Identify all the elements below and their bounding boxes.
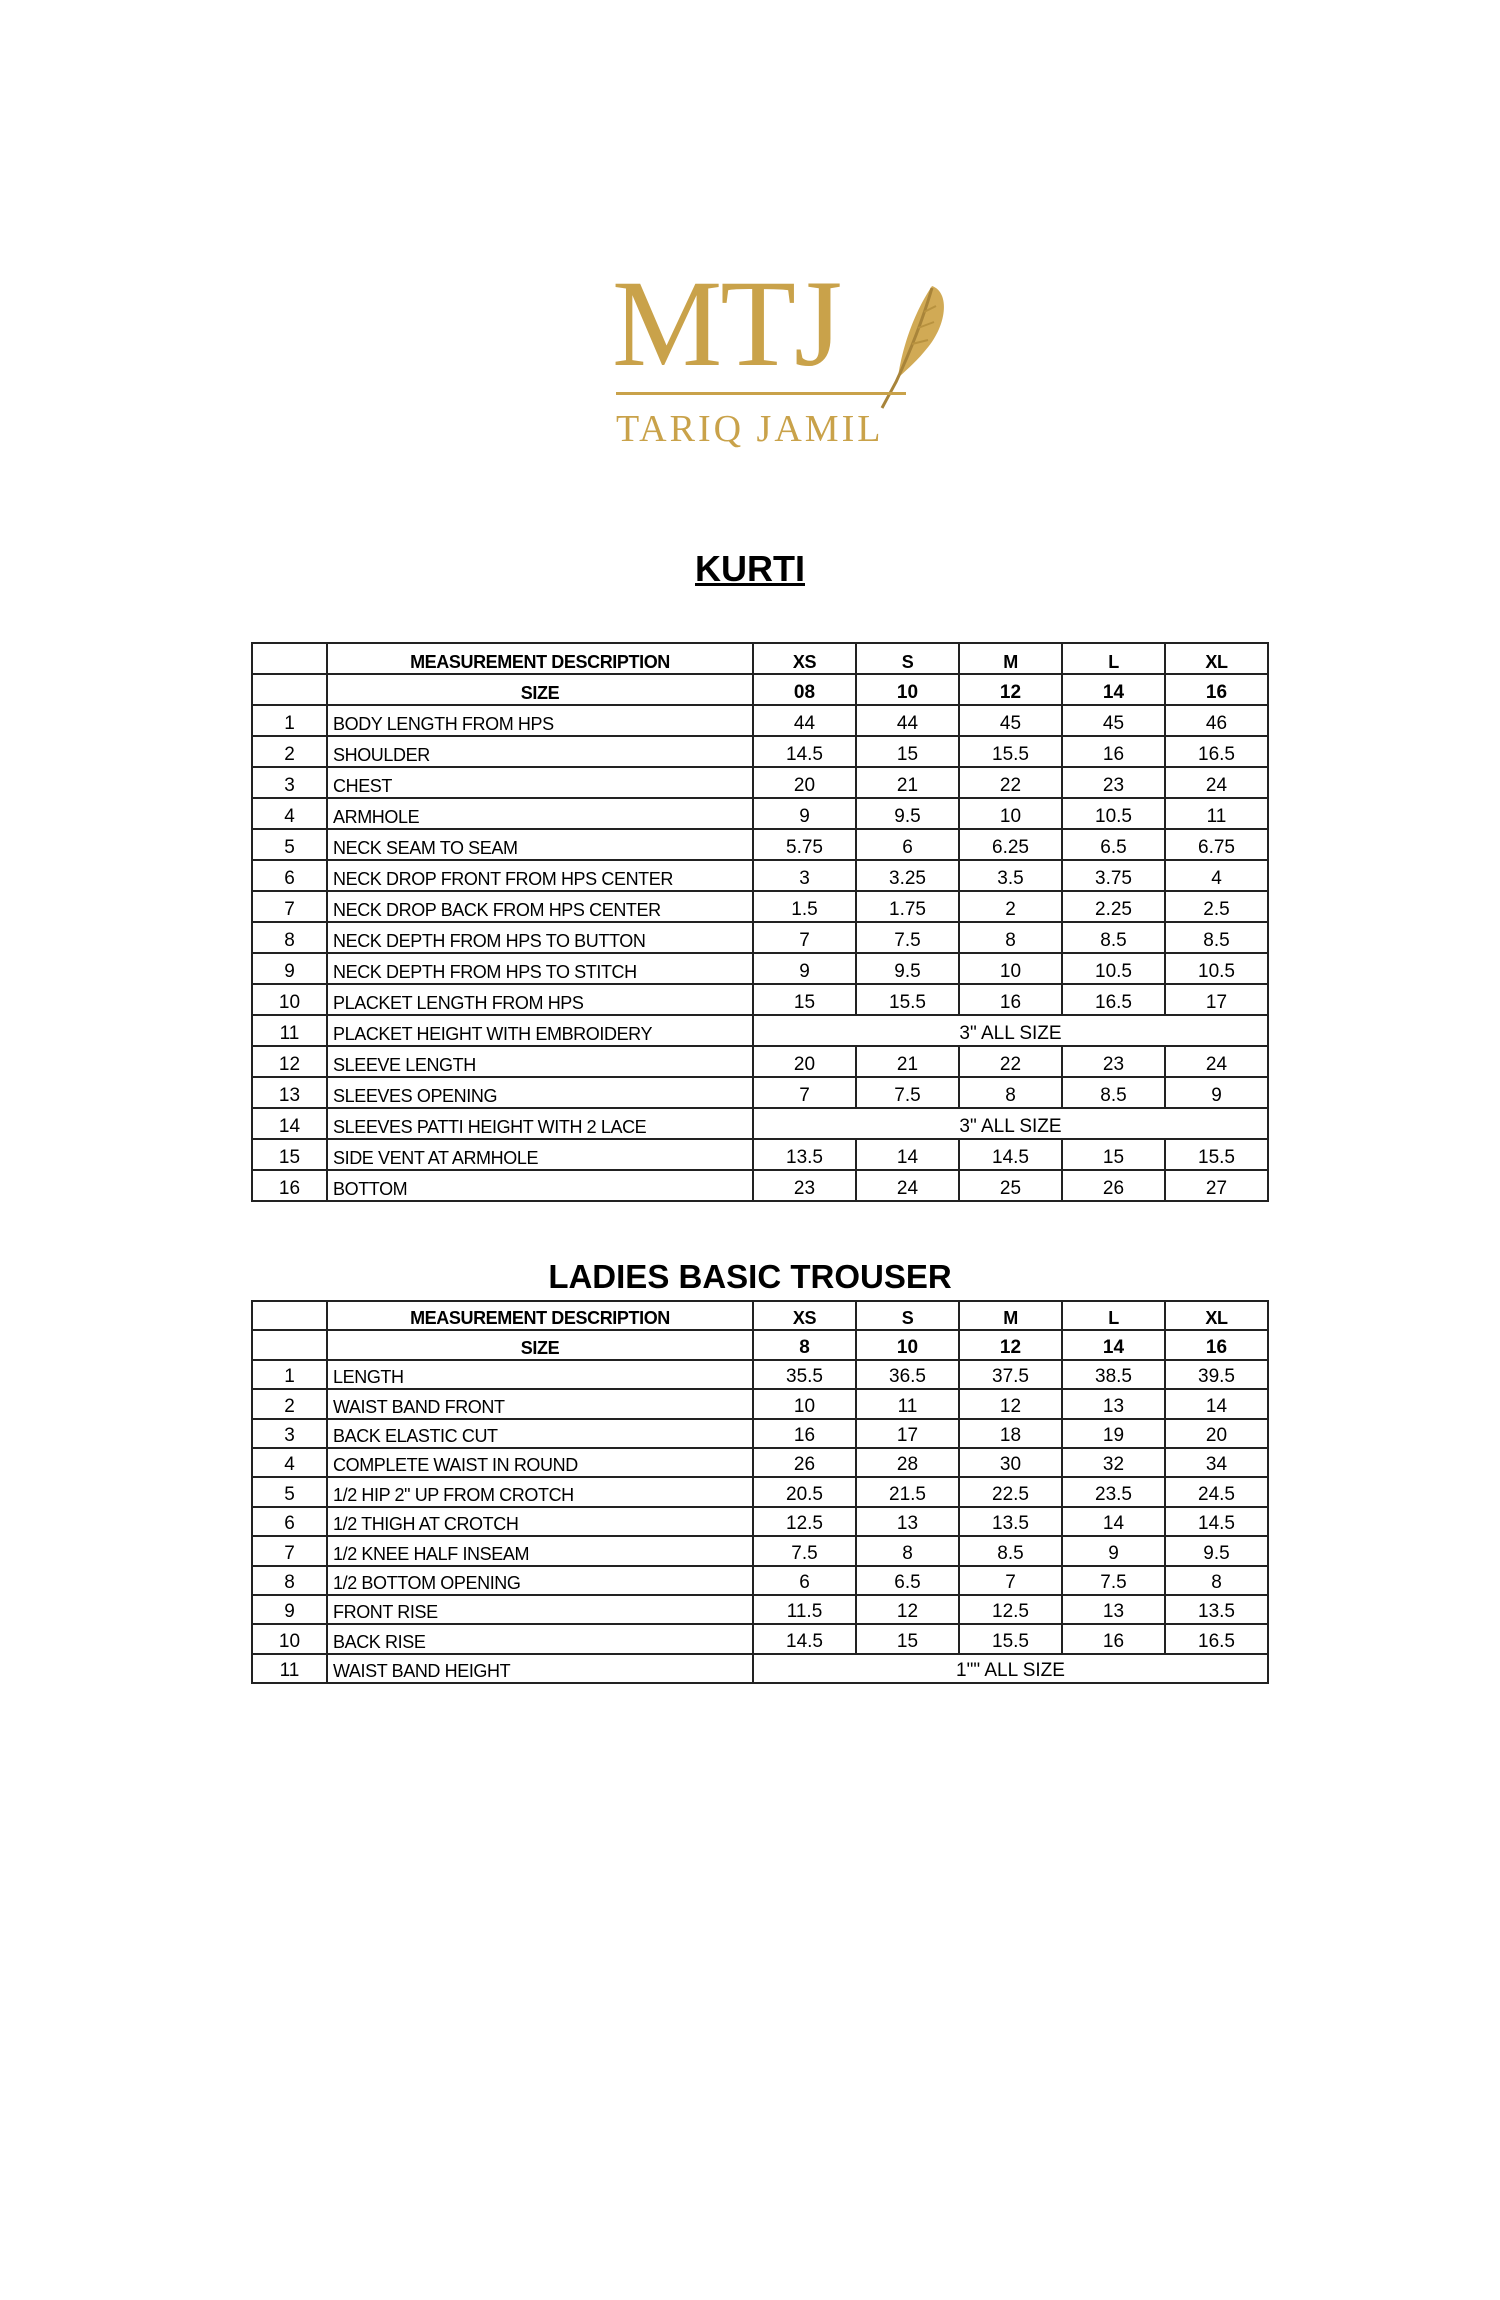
header-row bbox=[252, 643, 1268, 674]
measurement-value: 2.5 bbox=[1165, 891, 1268, 922]
row-number: 9 bbox=[252, 953, 327, 984]
measurement-value: 14 bbox=[856, 1139, 959, 1170]
measurement-value: 2.25 bbox=[1062, 891, 1165, 922]
table-row bbox=[252, 1170, 1268, 1201]
measurement-value: 7.5 bbox=[856, 1077, 959, 1108]
measurement-value: 14.5 bbox=[753, 1624, 856, 1653]
table-row bbox=[252, 1477, 1268, 1506]
table-row bbox=[252, 922, 1268, 953]
measurement-value: 23.5 bbox=[1062, 1477, 1165, 1506]
measurement-value: 16.5 bbox=[1165, 736, 1268, 767]
measurement-value: 10 bbox=[753, 1389, 856, 1418]
table-row bbox=[252, 860, 1268, 891]
row-number: 15 bbox=[252, 1139, 327, 1170]
row-number: 3 bbox=[252, 767, 327, 798]
measurement-value: 13 bbox=[1062, 1595, 1165, 1624]
table-row bbox=[252, 1419, 1268, 1448]
measurement-value: 18 bbox=[959, 1419, 1062, 1448]
measurement-value: 8.5 bbox=[1165, 922, 1268, 953]
measurement-description: 1/2 HIP 2" UP FROM CROTCH bbox=[327, 1477, 753, 1506]
row-number: 5 bbox=[252, 1477, 327, 1506]
row-number: 11 bbox=[252, 1654, 327, 1683]
table-row bbox=[252, 829, 1268, 860]
measurement-value: 14 bbox=[1062, 1507, 1165, 1536]
measurement-description: NECK DROP BACK FROM HPS CENTER bbox=[327, 891, 753, 922]
measurement-value: 9.5 bbox=[856, 798, 959, 829]
kurti-title: KURTI bbox=[695, 548, 805, 589]
logo-subtitle: TARIQ JAMIL bbox=[616, 408, 884, 450]
table-row bbox=[252, 798, 1268, 829]
size-header: XL bbox=[1165, 643, 1268, 674]
row-number: 6 bbox=[252, 1507, 327, 1536]
measurement-value: 36.5 bbox=[856, 1360, 959, 1389]
row-number: 12 bbox=[252, 1046, 327, 1077]
row-number: 8 bbox=[252, 922, 327, 953]
all-size-value: 3" ALL SIZE bbox=[753, 1015, 1268, 1046]
description-header: MEASUREMENT DESCRIPTION bbox=[327, 643, 753, 674]
measurement-description: NECK DROP FRONT FROM HPS CENTER bbox=[327, 860, 753, 891]
measurement-value: 10.5 bbox=[1165, 953, 1268, 984]
size-header: XS bbox=[753, 1301, 856, 1330]
measurement-value: 10.5 bbox=[1062, 798, 1165, 829]
table-row bbox=[252, 1595, 1268, 1624]
measurement-value: 38.5 bbox=[1062, 1360, 1165, 1389]
measurement-description: 1/2 BOTTOM OPENING bbox=[327, 1566, 753, 1595]
measurement-value: 14.5 bbox=[753, 736, 856, 767]
measurement-description: PLACKET LENGTH FROM HPS bbox=[327, 984, 753, 1015]
table-row bbox=[252, 1654, 1268, 1683]
table-row bbox=[252, 1389, 1268, 1418]
measurement-value: 3.5 bbox=[959, 860, 1062, 891]
measurement-value: 7.5 bbox=[856, 922, 959, 953]
measurement-description: BACK RISE bbox=[327, 1624, 753, 1653]
measurement-description: NECK DEPTH FROM HPS TO BUTTON bbox=[327, 922, 753, 953]
table-row bbox=[252, 953, 1268, 984]
size-label: SIZE bbox=[327, 674, 753, 705]
measurement-value: 15.5 bbox=[1165, 1139, 1268, 1170]
measurement-description: ARMHOLE bbox=[327, 798, 753, 829]
size-value: 10 bbox=[856, 1330, 959, 1359]
table-row bbox=[252, 705, 1268, 736]
all-size-value: 3" ALL SIZE bbox=[753, 1108, 1268, 1139]
measurement-value: 15.5 bbox=[959, 736, 1062, 767]
measurement-description: WAIST BAND HEIGHT bbox=[327, 1654, 753, 1683]
row-number: 1 bbox=[252, 1360, 327, 1389]
measurement-description: LENGTH bbox=[327, 1360, 753, 1389]
measurement-value: 28 bbox=[856, 1448, 959, 1477]
size-value: 14 bbox=[1062, 674, 1165, 705]
measurement-value: 7.5 bbox=[1062, 1566, 1165, 1595]
measurement-value: 26 bbox=[1062, 1170, 1165, 1201]
row-number: 4 bbox=[252, 798, 327, 829]
measurement-value: 16 bbox=[753, 1419, 856, 1448]
measurement-value: 20.5 bbox=[753, 1477, 856, 1506]
measurement-value: 12 bbox=[959, 1389, 1062, 1418]
measurement-value: 8.5 bbox=[1062, 1077, 1165, 1108]
measurement-value: 44 bbox=[753, 705, 856, 736]
measurement-value: 26 bbox=[753, 1448, 856, 1477]
trouser-title: LADIES BASIC TROUSER bbox=[548, 1258, 952, 1295]
measurement-value: 8 bbox=[1165, 1566, 1268, 1595]
measurement-value: 13.5 bbox=[753, 1139, 856, 1170]
measurement-value: 13 bbox=[1062, 1389, 1165, 1418]
row-number: 6 bbox=[252, 860, 327, 891]
row-number: 13 bbox=[252, 1077, 327, 1108]
measurement-value: 11.5 bbox=[753, 1595, 856, 1624]
row-number: 4 bbox=[252, 1448, 327, 1477]
row-number-cell bbox=[252, 674, 327, 705]
measurement-value: 22 bbox=[959, 767, 1062, 798]
row-number-header bbox=[252, 643, 327, 674]
measurement-value: 6.5 bbox=[856, 1566, 959, 1595]
row-number: 7 bbox=[252, 891, 327, 922]
measurement-value: 21.5 bbox=[856, 1477, 959, 1506]
measurement-description: SHOULDER bbox=[327, 736, 753, 767]
measurement-value: 15 bbox=[1062, 1139, 1165, 1170]
row-number: 5 bbox=[252, 829, 327, 860]
table-row bbox=[252, 1360, 1268, 1389]
table-row bbox=[252, 1566, 1268, 1595]
measurement-value: 23 bbox=[1062, 1046, 1165, 1077]
measurement-value: 8 bbox=[959, 922, 1062, 953]
header-row bbox=[252, 1301, 1268, 1330]
measurement-value: 6.75 bbox=[1165, 829, 1268, 860]
size-row bbox=[252, 674, 1268, 705]
size-value: 12 bbox=[959, 674, 1062, 705]
measurement-description: CHEST bbox=[327, 767, 753, 798]
measurement-description: BODY LENGTH FROM HPS bbox=[327, 705, 753, 736]
measurement-value: 15.5 bbox=[959, 1624, 1062, 1653]
size-header: XS bbox=[753, 643, 856, 674]
measurement-value: 22.5 bbox=[959, 1477, 1062, 1506]
description-header: MEASUREMENT DESCRIPTION bbox=[327, 1301, 753, 1330]
measurement-value: 46 bbox=[1165, 705, 1268, 736]
measurement-value: 10 bbox=[959, 953, 1062, 984]
measurement-value: 7 bbox=[959, 1566, 1062, 1595]
table-row bbox=[252, 736, 1268, 767]
row-number: 7 bbox=[252, 1536, 327, 1565]
measurement-value: 7.5 bbox=[753, 1536, 856, 1565]
measurement-value: 24 bbox=[1165, 767, 1268, 798]
table-row bbox=[252, 1448, 1268, 1477]
measurement-value: 34 bbox=[1165, 1448, 1268, 1477]
row-number-cell bbox=[252, 1330, 327, 1359]
measurement-value: 30 bbox=[959, 1448, 1062, 1477]
row-number: 8 bbox=[252, 1566, 327, 1595]
all-size-value: 1"" ALL SIZE bbox=[753, 1654, 1268, 1683]
measurement-value: 6.5 bbox=[1062, 829, 1165, 860]
measurement-value: 4 bbox=[1165, 860, 1268, 891]
measurement-value: 15 bbox=[753, 984, 856, 1015]
size-value: 16 bbox=[1165, 674, 1268, 705]
brand-logo bbox=[612, 255, 962, 452]
measurement-value: 27 bbox=[1165, 1170, 1268, 1201]
size-header: L bbox=[1062, 643, 1165, 674]
table-row bbox=[252, 891, 1268, 922]
kurti-size-chart bbox=[251, 642, 1269, 1202]
size-value: 10 bbox=[856, 674, 959, 705]
measurement-value: 35.5 bbox=[753, 1360, 856, 1389]
measurement-description: SLEEVE LENGTH bbox=[327, 1046, 753, 1077]
measurement-value: 9.5 bbox=[1165, 1536, 1268, 1565]
logo-divider bbox=[616, 392, 906, 395]
table-row bbox=[252, 1139, 1268, 1170]
measurement-value: 12 bbox=[856, 1595, 959, 1624]
measurement-value: 14 bbox=[1165, 1389, 1268, 1418]
row-number-header bbox=[252, 1301, 327, 1330]
measurement-value: 37.5 bbox=[959, 1360, 1062, 1389]
measurement-value: 12.5 bbox=[753, 1507, 856, 1536]
measurement-description: SLEEVES PATTI HEIGHT WITH 2 LACE bbox=[327, 1108, 753, 1139]
size-header: M bbox=[959, 643, 1062, 674]
measurement-value: 25 bbox=[959, 1170, 1062, 1201]
measurement-value: 39.5 bbox=[1165, 1360, 1268, 1389]
measurement-value: 13 bbox=[856, 1507, 959, 1536]
measurement-value: 17 bbox=[1165, 984, 1268, 1015]
measurement-value: 16.5 bbox=[1165, 1624, 1268, 1653]
measurement-description: PLACKET HEIGHT WITH EMBROIDERY bbox=[327, 1015, 753, 1046]
row-number: 10 bbox=[252, 1624, 327, 1653]
table-row bbox=[252, 1015, 1268, 1046]
table-row bbox=[252, 1507, 1268, 1536]
size-value: 14 bbox=[1062, 1330, 1165, 1359]
measurement-value: 1.75 bbox=[856, 891, 959, 922]
measurement-description: BACK ELASTIC CUT bbox=[327, 1419, 753, 1448]
table-row bbox=[252, 1046, 1268, 1077]
size-header: S bbox=[856, 1301, 959, 1330]
size-row bbox=[252, 1330, 1268, 1359]
measurement-value: 8.5 bbox=[959, 1536, 1062, 1565]
row-number: 11 bbox=[252, 1015, 327, 1046]
measurement-value: 3.25 bbox=[856, 860, 959, 891]
measurement-description: WAIST BAND FRONT bbox=[327, 1389, 753, 1418]
table-row bbox=[252, 984, 1268, 1015]
row-number: 2 bbox=[252, 736, 327, 767]
measurement-description: NECK DEPTH FROM HPS TO STITCH bbox=[327, 953, 753, 984]
measurement-value: 9 bbox=[753, 798, 856, 829]
measurement-value: 8.5 bbox=[1062, 922, 1165, 953]
measurement-value: 13.5 bbox=[1165, 1595, 1268, 1624]
measurement-value: 15 bbox=[856, 736, 959, 767]
measurement-value: 20 bbox=[753, 767, 856, 798]
measurement-value: 45 bbox=[1062, 705, 1165, 736]
measurement-value: 45 bbox=[959, 705, 1062, 736]
measurement-value: 14.5 bbox=[959, 1139, 1062, 1170]
measurement-description: NECK SEAM TO SEAM bbox=[327, 829, 753, 860]
measurement-value: 6 bbox=[856, 829, 959, 860]
measurement-value: 10.5 bbox=[1062, 953, 1165, 984]
table-row bbox=[252, 1536, 1268, 1565]
size-header: XL bbox=[1165, 1301, 1268, 1330]
measurement-value: 6 bbox=[753, 1566, 856, 1595]
measurement-value: 2 bbox=[959, 891, 1062, 922]
size-value: 12 bbox=[959, 1330, 1062, 1359]
measurement-value: 16 bbox=[1062, 1624, 1165, 1653]
measurement-value: 12.5 bbox=[959, 1595, 1062, 1624]
measurement-value: 20 bbox=[753, 1046, 856, 1077]
measurement-value: 9 bbox=[1062, 1536, 1165, 1565]
measurement-value: 1.5 bbox=[753, 891, 856, 922]
size-value: 08 bbox=[753, 674, 856, 705]
size-value: 16 bbox=[1165, 1330, 1268, 1359]
measurement-value: 22 bbox=[959, 1046, 1062, 1077]
measurement-value: 13.5 bbox=[959, 1507, 1062, 1536]
measurement-value: 24 bbox=[1165, 1046, 1268, 1077]
measurement-value: 8 bbox=[856, 1536, 959, 1565]
measurement-value: 7 bbox=[753, 1077, 856, 1108]
measurement-value: 9.5 bbox=[856, 953, 959, 984]
measurement-value: 24.5 bbox=[1165, 1477, 1268, 1506]
row-number: 16 bbox=[252, 1170, 327, 1201]
measurement-value: 17 bbox=[856, 1419, 959, 1448]
measurement-value: 7 bbox=[753, 922, 856, 953]
measurement-value: 16 bbox=[1062, 736, 1165, 767]
table-row bbox=[252, 1624, 1268, 1653]
measurement-value: 3.75 bbox=[1062, 860, 1165, 891]
measurement-value: 21 bbox=[856, 1046, 959, 1077]
measurement-description: BOTTOM bbox=[327, 1170, 753, 1201]
measurement-value: 44 bbox=[856, 705, 959, 736]
measurement-description: 1/2 KNEE HALF INSEAM bbox=[327, 1536, 753, 1565]
measurement-value: 23 bbox=[753, 1170, 856, 1201]
trouser-size-chart bbox=[251, 1300, 1269, 1684]
row-number: 1 bbox=[252, 705, 327, 736]
measurement-value: 16 bbox=[959, 984, 1062, 1015]
measurement-value: 20 bbox=[1165, 1419, 1268, 1448]
row-number: 3 bbox=[252, 1419, 327, 1448]
row-number: 2 bbox=[252, 1389, 327, 1418]
size-header: L bbox=[1062, 1301, 1165, 1330]
measurement-value: 9 bbox=[753, 953, 856, 984]
measurement-value: 16.5 bbox=[1062, 984, 1165, 1015]
table-row bbox=[252, 767, 1268, 798]
measurement-value: 9 bbox=[1165, 1077, 1268, 1108]
measurement-value: 14.5 bbox=[1165, 1507, 1268, 1536]
measurement-value: 23 bbox=[1062, 767, 1165, 798]
row-number: 9 bbox=[252, 1595, 327, 1624]
size-header: S bbox=[856, 643, 959, 674]
measurement-value: 21 bbox=[856, 767, 959, 798]
measurement-description: 1/2 THIGH AT CROTCH bbox=[327, 1507, 753, 1536]
measurement-value: 6.25 bbox=[959, 829, 1062, 860]
measurement-value: 8 bbox=[959, 1077, 1062, 1108]
measurement-value: 19 bbox=[1062, 1419, 1165, 1448]
measurement-value: 3 bbox=[753, 860, 856, 891]
measurement-description: SLEEVES OPENING bbox=[327, 1077, 753, 1108]
measurement-value: 32 bbox=[1062, 1448, 1165, 1477]
size-value: 8 bbox=[753, 1330, 856, 1359]
measurement-value: 15.5 bbox=[856, 984, 959, 1015]
logo-text: MTJ bbox=[612, 255, 841, 392]
measurement-value: 11 bbox=[856, 1389, 959, 1418]
row-number: 14 bbox=[252, 1108, 327, 1139]
measurement-value: 24 bbox=[856, 1170, 959, 1201]
table-row bbox=[252, 1108, 1268, 1139]
measurement-value: 5.75 bbox=[753, 829, 856, 860]
measurement-value: 11 bbox=[1165, 798, 1268, 829]
size-label: SIZE bbox=[327, 1330, 753, 1359]
size-header: M bbox=[959, 1301, 1062, 1330]
measurement-description: FRONT RISE bbox=[327, 1595, 753, 1624]
measurement-value: 15 bbox=[856, 1624, 959, 1653]
table-row bbox=[252, 1077, 1268, 1108]
row-number: 10 bbox=[252, 984, 327, 1015]
measurement-value: 10 bbox=[959, 798, 1062, 829]
measurement-description: COMPLETE WAIST IN ROUND bbox=[327, 1448, 753, 1477]
measurement-description: SIDE VENT AT ARMHOLE bbox=[327, 1139, 753, 1170]
